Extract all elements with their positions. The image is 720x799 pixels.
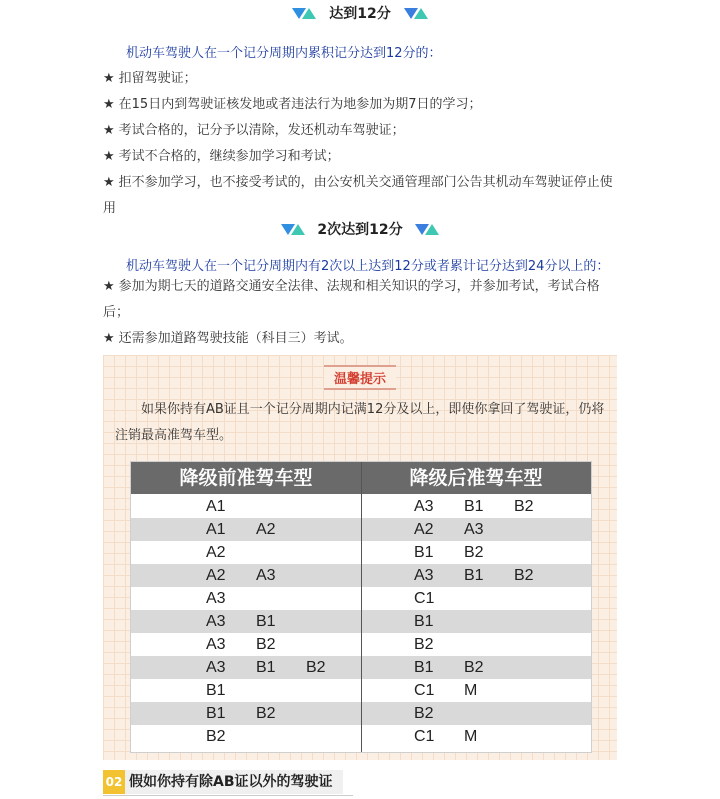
triangle-right-icon: [414, 8, 428, 19]
bullet-text: 扣留驾驶证；: [118, 71, 197, 86]
cell-before: [206, 564, 306, 587]
license-class: A1: [206, 521, 226, 538]
bullet-text: 考试不合格的，继续参加学习和考试；: [118, 149, 340, 164]
cell-before: [206, 702, 306, 725]
star-icon: ★: [103, 71, 115, 86]
bullet-text: 拒不参加学习，也不接受考试的，由公安机关交通管理部门公告其机动车驾驶证停止使用: [103, 175, 613, 216]
license-class: B2: [464, 659, 484, 676]
license-class: A2: [414, 521, 434, 538]
license-class: A2: [206, 544, 226, 561]
bullet-text: 考试合格的，记分予以清除，发还机动车驾驶证；: [118, 123, 405, 138]
bullet-text: 在15日内到驾驶证核发地或者违法行为地参加为期7日的学习；: [118, 97, 482, 112]
section-number-badge: 02: [103, 770, 125, 794]
star-icon: ★: [103, 279, 115, 294]
star-icon: ★: [103, 175, 115, 190]
license-class: A2: [256, 521, 276, 538]
license-class: A2: [206, 567, 226, 584]
triangle-left-icon: [302, 8, 316, 19]
license-class: B1: [464, 498, 484, 515]
license-class: C1: [414, 590, 435, 607]
cell-before: [206, 495, 256, 518]
bullet-text: 还需参加道路驾驶技能（科目三）考试。: [118, 331, 353, 346]
license-class: B1: [464, 567, 484, 584]
license-class: B2: [414, 636, 434, 653]
triangle-left-icon: [291, 224, 305, 235]
license-class: M: [464, 728, 478, 745]
section-heading-12: [0, 3, 720, 23]
tip-box: [103, 355, 617, 760]
star-icon: ★: [103, 149, 115, 164]
cell-after: [414, 702, 464, 725]
license-downgrade-table: [130, 461, 592, 753]
divider-line: [103, 795, 353, 796]
license-class: B2: [256, 705, 276, 722]
cell-before: [206, 725, 256, 748]
next-section-title: 假如你持有除AB证以外的驾驶证: [125, 770, 343, 794]
license-class: A3: [206, 590, 226, 607]
triangle-right-icon: [425, 224, 439, 235]
section1-bullet: [103, 144, 623, 170]
cell-after: [414, 610, 464, 633]
section1-intro: 机动车驾驶人在一个记分周期内累积记分达到12分的：: [126, 46, 442, 61]
cell-before: [206, 541, 256, 564]
license-class: B2: [414, 705, 434, 722]
license-class: A3: [206, 613, 226, 630]
license-class: A1: [206, 498, 226, 515]
cell-before: [206, 610, 306, 633]
section-heading-label: 达到12分: [329, 6, 391, 22]
license-class: B2: [514, 498, 534, 515]
section2-bullet: [103, 326, 623, 352]
section1-bullet: [103, 170, 623, 222]
header-before: 降级前准驾车型: [179, 467, 313, 489]
license-class: B1: [414, 659, 434, 676]
cell-after: [414, 656, 514, 679]
license-class: B2: [464, 544, 484, 561]
cell-before: [206, 518, 306, 541]
section-heading-24: [0, 219, 720, 239]
tip-title-label: 温馨提示: [324, 365, 396, 390]
cell-after: [414, 633, 464, 656]
license-class: A3: [414, 567, 434, 584]
license-class: B1: [414, 613, 434, 630]
section2-bullet: [103, 274, 623, 326]
license-class: A3: [414, 498, 434, 515]
column-divider: [361, 462, 362, 752]
cell-after: [414, 679, 514, 702]
section1-bullet: [103, 118, 623, 144]
license-class: B1: [206, 705, 226, 722]
license-class: B2: [206, 728, 226, 745]
tip-text: 如果你持有AB证且一个记分周期内记满12分及以上，即使你拿回了驾驶证，仍将注销最高准驾车型。: [115, 402, 605, 443]
license-class: C1: [414, 728, 435, 745]
license-class: B1: [256, 659, 276, 676]
license-class: M: [464, 682, 478, 699]
cell-before: [206, 633, 306, 656]
header-after: 降级后准驾车型: [409, 467, 543, 489]
tip-title: [103, 365, 617, 390]
cell-after: [414, 587, 464, 610]
license-class: B1: [414, 544, 434, 561]
license-class: A3: [256, 567, 276, 584]
license-class: B2: [514, 567, 534, 584]
section1-bullet: [103, 66, 623, 92]
license-class: B1: [256, 613, 276, 630]
cell-after: [414, 495, 564, 518]
cell-before: [206, 679, 256, 702]
license-class: B2: [256, 636, 276, 653]
license-class: A3: [206, 636, 226, 653]
license-class: A3: [206, 659, 226, 676]
cell-after: [414, 725, 514, 748]
license-class: A3: [464, 521, 484, 538]
cell-before: [206, 587, 256, 610]
section2-intro: 机动车驾驶人在一个记分周期内有2次以上达到12分或者累计记分达到24分以上的：: [126, 259, 610, 274]
star-icon: ★: [103, 97, 115, 112]
cell-before: [206, 656, 356, 679]
bullet-text: 参加为期七天的道路交通安全法律、法规和相关知识的学习，并参加考试，考试合格后；: [103, 279, 600, 320]
star-icon: ★: [103, 331, 115, 346]
cell-after: [414, 564, 564, 587]
star-icon: ★: [103, 123, 115, 138]
license-class: C1: [414, 682, 435, 699]
cell-after: [414, 541, 514, 564]
license-class: B1: [206, 682, 226, 699]
section-heading-label: 2次达到12分: [317, 222, 403, 238]
license-class: B2: [306, 659, 326, 676]
cell-after: [414, 518, 514, 541]
section1-bullet: [103, 92, 623, 118]
